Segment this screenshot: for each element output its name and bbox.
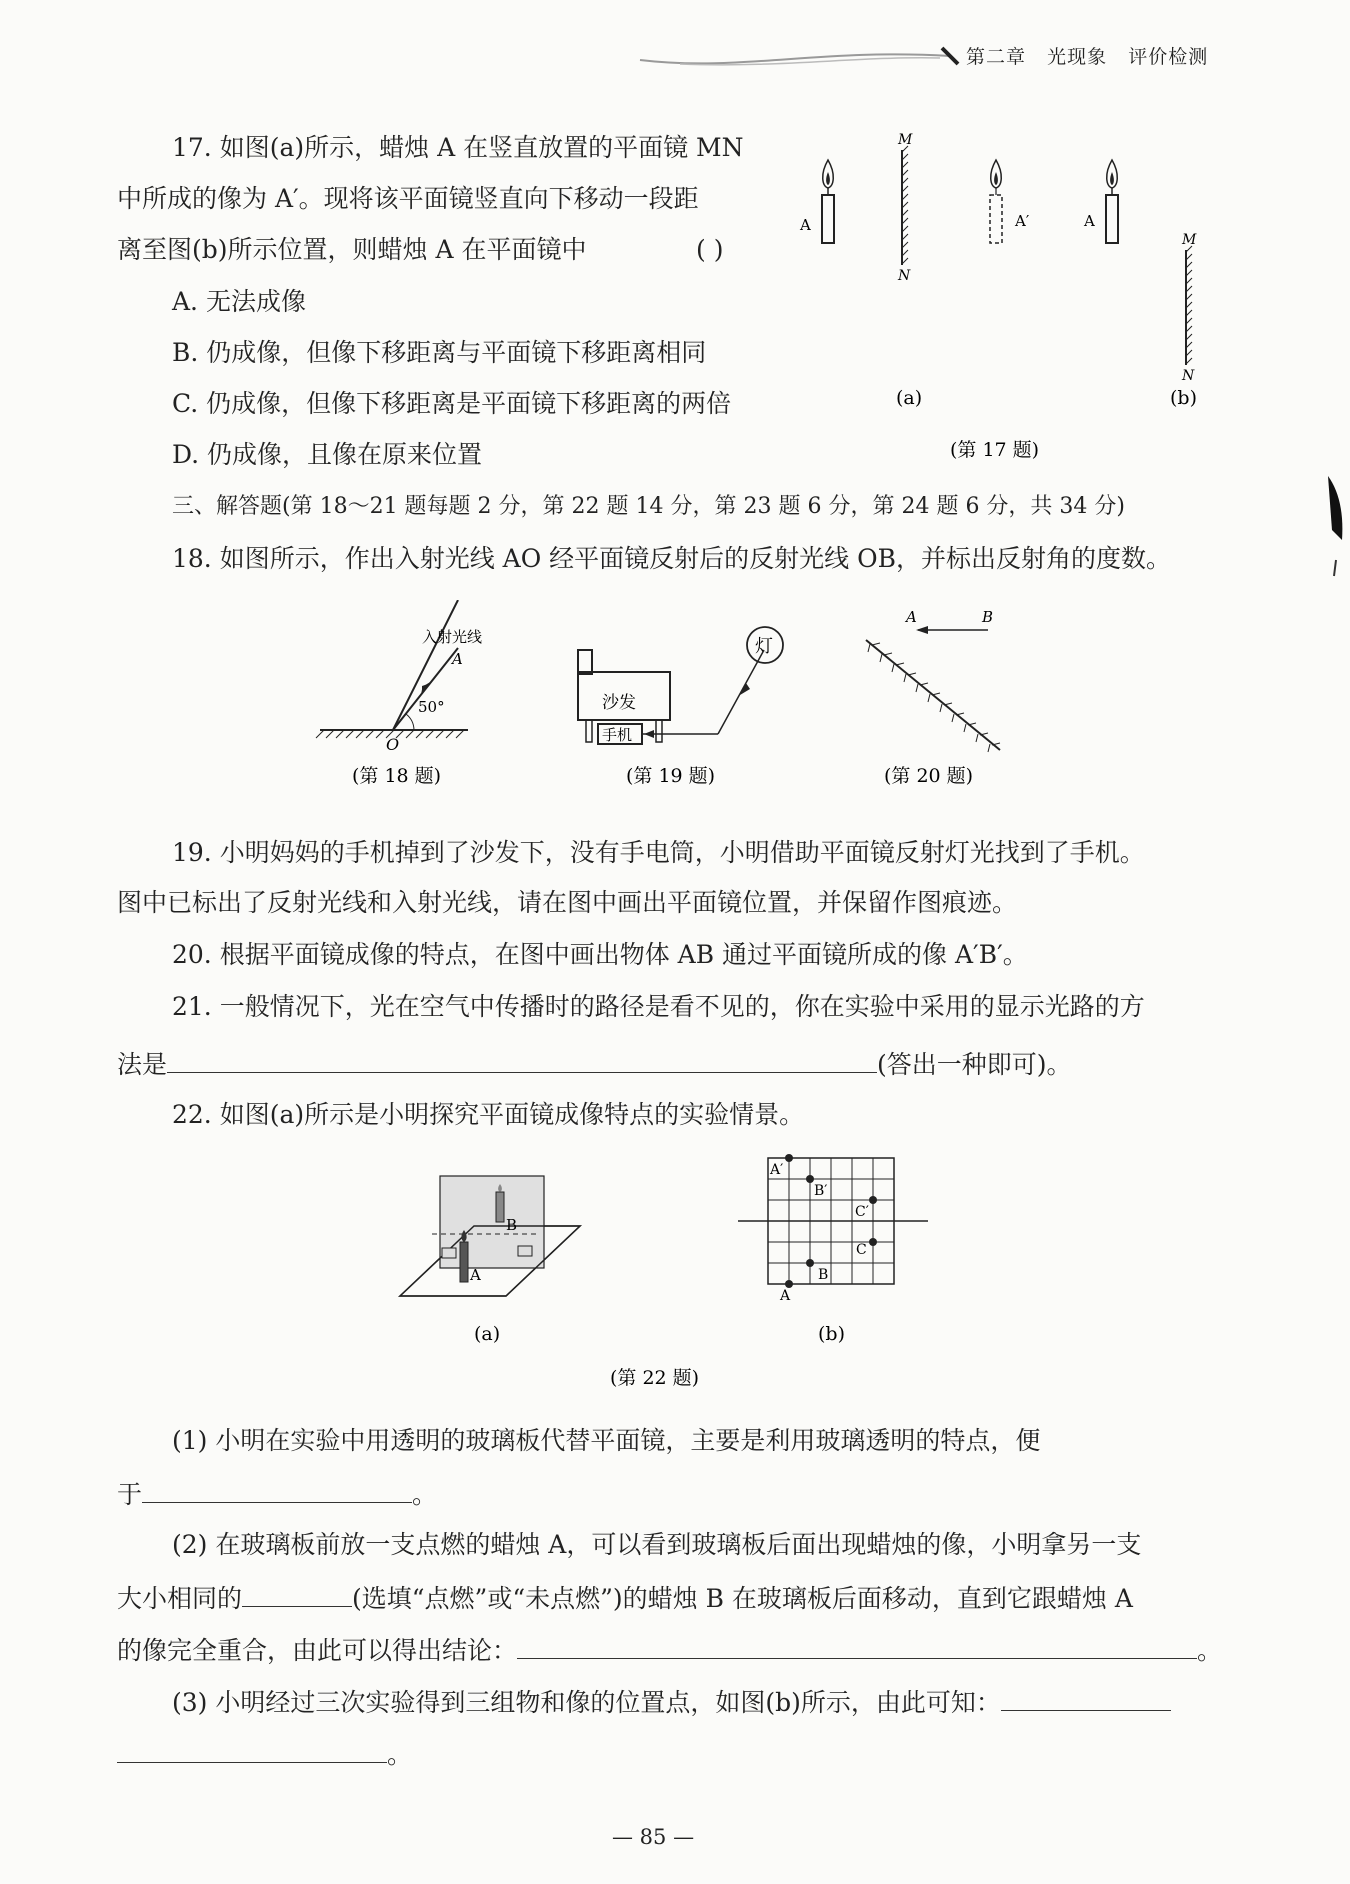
q22-p2-choice-blank[interactable]: [242, 1580, 352, 1607]
q17-caption: (第 17 题): [950, 439, 1040, 461]
q22b-grid: [738, 1158, 928, 1284]
section3-heading: 三、解答题(第 18～21 题每题 2 分，第 22 题 14 分，第 23 题 6 分，第 24 题 6 分，共 34 分): [172, 494, 1125, 519]
q19-line2: 图中已标出了反射光线和入射光线，请在图中画出平面镜位置，并保留作图痕迹。: [117, 888, 1018, 917]
page-number: — 85 —: [612, 1825, 695, 1849]
q22-p2-line1: (2) 在玻璃板前放一支点燃的蜡烛 A，可以看到玻璃板后面出现蜡烛的像，小明拿另一支: [172, 1530, 1142, 1559]
mirror-mn-a: [902, 146, 908, 265]
q22b-label-C: C: [856, 1242, 867, 1258]
q22-p2-line3: [117, 1632, 1222, 1668]
q19-sofa-label: 沙发: [602, 693, 636, 713]
q17-figure: [790, 130, 1230, 470]
q17-option-c: C. 仍成像，但像下移距离是平面镜下移距离的两倍: [172, 389, 732, 418]
figures-18-20: [310, 600, 1030, 800]
q19-line1: 19. 小明妈妈的手机掉到了沙发下，没有手电筒，小明借助平面镜反射灯光找到了手机。: [172, 838, 1145, 867]
running-header: [966, 42, 1208, 69]
q17-fig-label-b: (b): [1170, 387, 1197, 409]
q22b-label-C-prime: C′: [855, 1204, 869, 1220]
q22-p3-answer-blank-1[interactable]: [1001, 1684, 1171, 1711]
chapter-label: 第二章: [966, 46, 1027, 68]
candle-b: [1106, 160, 1118, 243]
q17-stem-line1: 17. 如图(a)所示，蜡烛 A 在竖直放置的平面镜 MN: [172, 133, 744, 162]
q22a-label-B: B: [506, 1216, 518, 1234]
q22a-label-A: A: [470, 1266, 481, 1284]
q22-p2-line2: [117, 1580, 1133, 1616]
q17-option-a: A. 无法成像: [172, 287, 306, 316]
q21-line1: 21. 一般情况下，光在空气中传播时的路径是看不见的，你在实验中采用的显示光路的方: [172, 992, 1145, 1021]
q22-p1-line1: (1) 小明在实验中用透明的玻璃板代替平面镜，主要是利用玻璃透明的特点，便: [172, 1426, 1041, 1455]
q18-figure: [316, 600, 468, 738]
q22-p3-text: (3) 小明经过三次实验得到三组物和像的位置点，如图(b)所示，由此可知：: [172, 1688, 1001, 1717]
q21-line2: [117, 1046, 1072, 1082]
q17a-label-A: A: [800, 216, 811, 234]
scan-edge-marks: [1322, 470, 1350, 580]
q17-option-d: D. 仍成像，且像在原来位置: [172, 440, 483, 469]
q17-answer-paren: ( ): [696, 235, 724, 264]
q22-p2-prefix: 大小相同的: [117, 1584, 243, 1613]
q22-p1-answer-blank[interactable]: [142, 1476, 412, 1503]
q20-label-A: A: [906, 608, 917, 626]
q22-p1-suffix: 。: [412, 1480, 438, 1509]
q21-answer-blank[interactable]: [167, 1046, 877, 1073]
q18-angle-label: 50°: [418, 698, 445, 716]
q22-caption: (第 22 题): [610, 1367, 700, 1389]
candle-a: [822, 160, 834, 243]
q22-p3-line2: [117, 1736, 412, 1772]
q17b-label-M: M: [1182, 232, 1197, 248]
q17-fig-label-a: (a): [896, 387, 923, 409]
q22-p3-suffix: 。: [387, 1740, 413, 1769]
topic-label: 光现象: [1047, 46, 1108, 68]
q18-label-A: A: [452, 650, 463, 668]
q21-suffix: (答出一种即可)。: [877, 1050, 1072, 1079]
q22-p3-answer-blank-2[interactable]: [117, 1736, 387, 1763]
q20-text: 20. 根据平面镜成像的特点，在图中画出物体 AB 通过平面镜所成的像 A′B′。: [172, 940, 1028, 969]
q22-fig-label-b: (b): [818, 1323, 845, 1345]
q20-caption: (第 20 题): [884, 765, 974, 787]
q22-fig-label-a: (a): [474, 1323, 501, 1345]
q22-p3-line1: [172, 1684, 1171, 1720]
q20-figure: [866, 626, 1000, 752]
q22-p2-conclusion-blank[interactable]: [517, 1632, 1197, 1659]
q20-label-B: B: [982, 608, 994, 626]
q22-p1-line2: [117, 1476, 437, 1512]
q22a-figure: [400, 1176, 580, 1296]
candle-image-a-prime: [990, 160, 1002, 243]
q17-option-b: B. 仍成像，但像下移距离与平面镜下移距离相同: [172, 338, 707, 367]
q19-phone-label: 手机: [602, 726, 633, 744]
q22b-label-B-prime: B′: [814, 1183, 828, 1199]
q17a-label-N: N: [898, 268, 911, 284]
q19-caption: (第 19 题): [626, 765, 716, 787]
q21-prefix: 法是: [117, 1050, 168, 1079]
q18-text: 18. 如图所示，作出入射光线 AO 经平面镜反射后的反射光线 OB，并标出反射角的度数。: [172, 544, 1171, 573]
q22b-label-B: B: [818, 1267, 829, 1283]
q17a-label-A-prime: A′: [1015, 212, 1030, 230]
q18-incident-label: 入射光线: [422, 628, 483, 646]
q22-p2-suffix: (选填“点燃”或“未点燃”)的蜡烛 B 在玻璃板后面移动，直到它跟蜡烛 A: [352, 1584, 1133, 1613]
q22-p2-conclusion-prefix: 的像完全重合，由此可以得出结论：: [117, 1636, 518, 1665]
q22-stem: 22. 如图(a)所示是小明探究平面镜成像特点的实验情景。: [172, 1100, 805, 1129]
section-label: 评价检测: [1128, 46, 1209, 68]
q22b-label-A: A: [780, 1288, 791, 1304]
mirror-mn-b: [1186, 246, 1192, 365]
q19-lamp-label: 灯: [755, 636, 773, 657]
q17-stem-line3: 离至图(b)所示位置，则蜡烛 A 在平面镜中: [117, 235, 587, 264]
q22b-label-A-prime: A′: [770, 1162, 784, 1178]
q22-figures: [390, 1150, 950, 1390]
q17-stem-line2: 中所成的像为 A′。现将该平面镜竖直向下移动一段距: [117, 184, 699, 213]
q18-label-O: O: [386, 735, 400, 754]
q17a-label-M: M: [898, 132, 913, 148]
q17b-label-A: A: [1084, 212, 1095, 230]
q22-p1-prefix: 于: [117, 1480, 143, 1509]
q17b-label-N: N: [1182, 368, 1195, 384]
q22-p2-conclusion-suffix: 。: [1197, 1636, 1223, 1665]
q18-caption: (第 18 题): [352, 765, 442, 787]
